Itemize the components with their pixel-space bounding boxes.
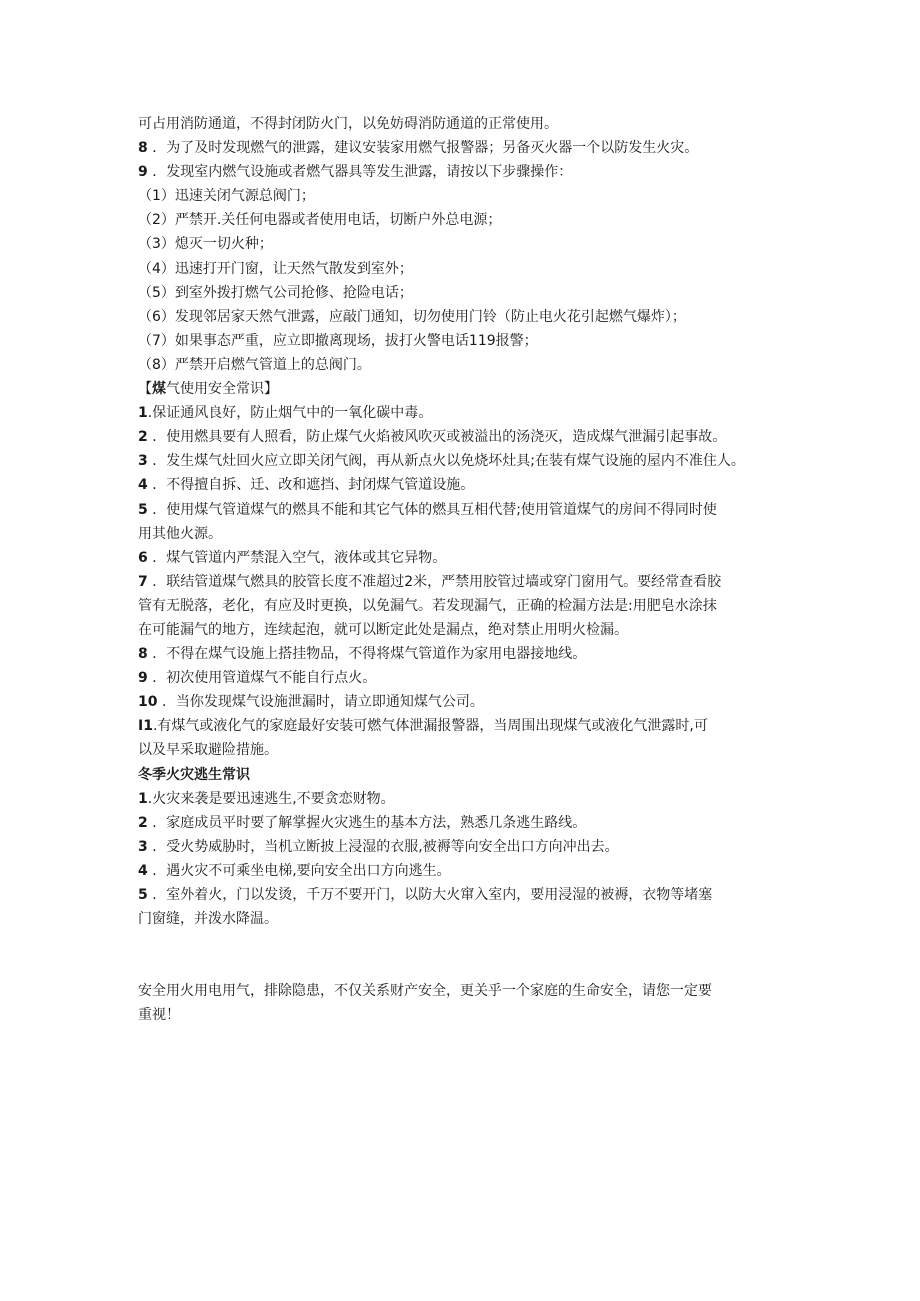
leak-step-6: （6）发现邻居家天然气泄露，应敲门通知，切勿使用门铃（防止电火花引起燃气爆炸）； xyxy=(138,308,686,325)
coal-item-6 xyxy=(138,546,798,570)
item-number: 4 xyxy=(138,477,148,494)
coal-item-10 xyxy=(138,690,798,714)
fire-item-5 xyxy=(138,883,798,907)
coal-item-9 xyxy=(138,666,798,690)
item-text: ．煤气管道内严禁混入空气，液体或其它异物。 xyxy=(152,549,447,566)
item-number: 3 xyxy=(138,453,148,470)
item-text: ．不得擅自拆、迁、改和遮挡、封闭煤气管道设施。 xyxy=(152,477,475,494)
coal-item-7-cont-1: 管有无脱落，老化，有应及时更换，以免漏气。若发现漏气，正确的检漏方法是:用肥皂水涂抹 xyxy=(138,597,717,614)
fire-item-1 xyxy=(138,787,798,811)
item-text: ．联结管道煤气燃具的胶管长度不准超过2米，严禁用胶管过墙或穿门窗用气。要经常查看胶 xyxy=(152,573,722,590)
item-text: ．发生煤气灶回火应立即关闭气阀，再从新点火以免烧坏灶具;在装有煤气设施的屋内不准住人。 xyxy=(152,453,745,470)
item-text: ．初次使用管道煤气不能自行点火。 xyxy=(152,670,377,687)
item-number: I1 xyxy=(138,718,153,735)
gas-item-8 xyxy=(138,136,798,160)
leak-step-1: （1）迅速关闭气源总阀门； xyxy=(138,188,315,205)
heading-bold-char: 煤 xyxy=(152,381,166,398)
item-text: ．为了及时发现燃气的泄露，建议安装家用燃气报警器；另备灭火器一个以防发生火灾。 xyxy=(152,140,699,157)
item-text: ．不得在煤气设施上搭挂物品，不得将煤气管道作为家用电器接地线。 xyxy=(152,646,587,663)
leak-step-5: （5）到室外拨打燃气公司抢修、抢险电话； xyxy=(138,284,413,301)
coal-item-8 xyxy=(138,642,798,666)
coal-gas-heading xyxy=(138,377,798,401)
section-gap xyxy=(138,931,798,979)
item-number: 1 xyxy=(138,405,148,422)
closing-line-1: 安全用火用电用气，排除隐患，不仅关系财产安全，更关乎一个家庭的生命安全，请您一定要 xyxy=(138,983,712,1000)
leak-step-3: （3）熄灭一切火种； xyxy=(138,236,273,253)
leak-step-4: （4）迅速打开门窗，让天然气散发到室外； xyxy=(138,260,413,277)
fire-item-5-cont: 门窗缝，并泼水降温。 xyxy=(138,911,278,928)
item-number: 9 xyxy=(138,164,148,181)
item-text: ．当你发现煤气设施泄漏时，请立即通知煤气公司。 xyxy=(161,694,484,711)
item-number: 1 xyxy=(138,790,148,807)
fire-item-4 xyxy=(138,859,798,883)
fire-item-3 xyxy=(138,835,798,859)
coal-item-5 xyxy=(138,498,798,522)
item-number: 5 xyxy=(138,501,148,518)
intro-tail: 可占用消防通道，不得封闭防火门，以免妨碍消防通道的正常使用。 xyxy=(138,116,558,132)
document-page xyxy=(138,112,798,1027)
item-number: 3 xyxy=(138,838,148,855)
coal-item-11 xyxy=(138,714,798,738)
coal-item-5-cont: 用其他火源。 xyxy=(138,525,222,542)
item-number: 6 xyxy=(138,549,148,566)
item-number: 7 xyxy=(138,573,148,590)
closing-line-2: 重视！ xyxy=(138,1007,180,1024)
item-text: .有煤气或液化气的家庭最好安装可燃气体泄漏报警器，当周围出现煤气或液化气泄露时,可 xyxy=(152,718,708,735)
item-text: ．遇火灾不可乘坐电梯,要向安全出口方向逃生。 xyxy=(152,862,451,879)
heading-rest: 气使用安全常识】 xyxy=(166,381,278,398)
heading-bracket: 【 xyxy=(138,381,152,398)
item-number: 8 xyxy=(138,646,148,663)
leak-step-8: （8）严禁开启燃气管道上的总阀门。 xyxy=(138,356,371,373)
coal-item-1 xyxy=(138,401,798,425)
fire-escape-heading: 冬季火灾逃生常识 xyxy=(138,766,250,783)
leak-step-2: （2）严禁开.关任何电器或者使用电话，切断户外总电源； xyxy=(138,212,502,229)
item-text: ．发现室内燃气设施或者燃气器具等发生泄露，请按以下步骤操作： xyxy=(152,164,573,181)
coal-item-7-cont-2: 在可能漏气的地方，连续起泡，就可以断定此处是漏点，绝对禁止用明火检漏。 xyxy=(138,621,628,638)
item-number: 5 xyxy=(138,887,148,903)
item-number: 9 xyxy=(138,670,148,687)
coal-item-4 xyxy=(138,473,798,497)
item-number: 2 xyxy=(138,814,148,831)
item-text: .保证通风良好，防止烟气中的一氧化碳中毒。 xyxy=(147,405,433,422)
fire-item-2 xyxy=(138,811,798,835)
item-text: ．使用燃具要有人照看，防止煤气火焰被风吹灭或被溢出的汤浇灭，造成煤气泄漏引起事故。 xyxy=(152,429,727,446)
item-number: 8 xyxy=(138,140,148,157)
coal-item-2 xyxy=(138,425,798,449)
item-number: 10 xyxy=(138,694,158,711)
coal-item-11-cont: 以及早采取避险措施。 xyxy=(138,742,278,759)
leak-step-7: （7）如果事态严重，应立即撤离现场，拔打火警电话119报警； xyxy=(138,332,538,349)
item-text: ．受火势威胁时，当机立断披上浸湿的衣服,被褥等向安全出口方向冲出去。 xyxy=(152,838,619,855)
item-text: ．家庭成员平时要了解掌握火灾逃生的基本方法，熟悉几条逃生路线。 xyxy=(152,814,587,831)
item-text: ．使用煤气管道煤气的燃具不能和其它气体的燃具互相代替;使用管道煤气的房间不得同时使 xyxy=(152,501,717,518)
item-number: 4 xyxy=(138,862,148,879)
item-text: .火灾来袭是要迅速逃生,不要贪恋财物。 xyxy=(147,790,395,807)
item-text: ．室外着火，门以发烫，千万不要开门，以防大火窜入室内，要用浸湿的被褥，衣物等堵塞 xyxy=(152,887,713,903)
item-number: 2 xyxy=(138,429,148,446)
coal-item-3 xyxy=(138,449,798,473)
gas-item-9 xyxy=(138,160,798,184)
coal-item-7 xyxy=(138,570,798,594)
